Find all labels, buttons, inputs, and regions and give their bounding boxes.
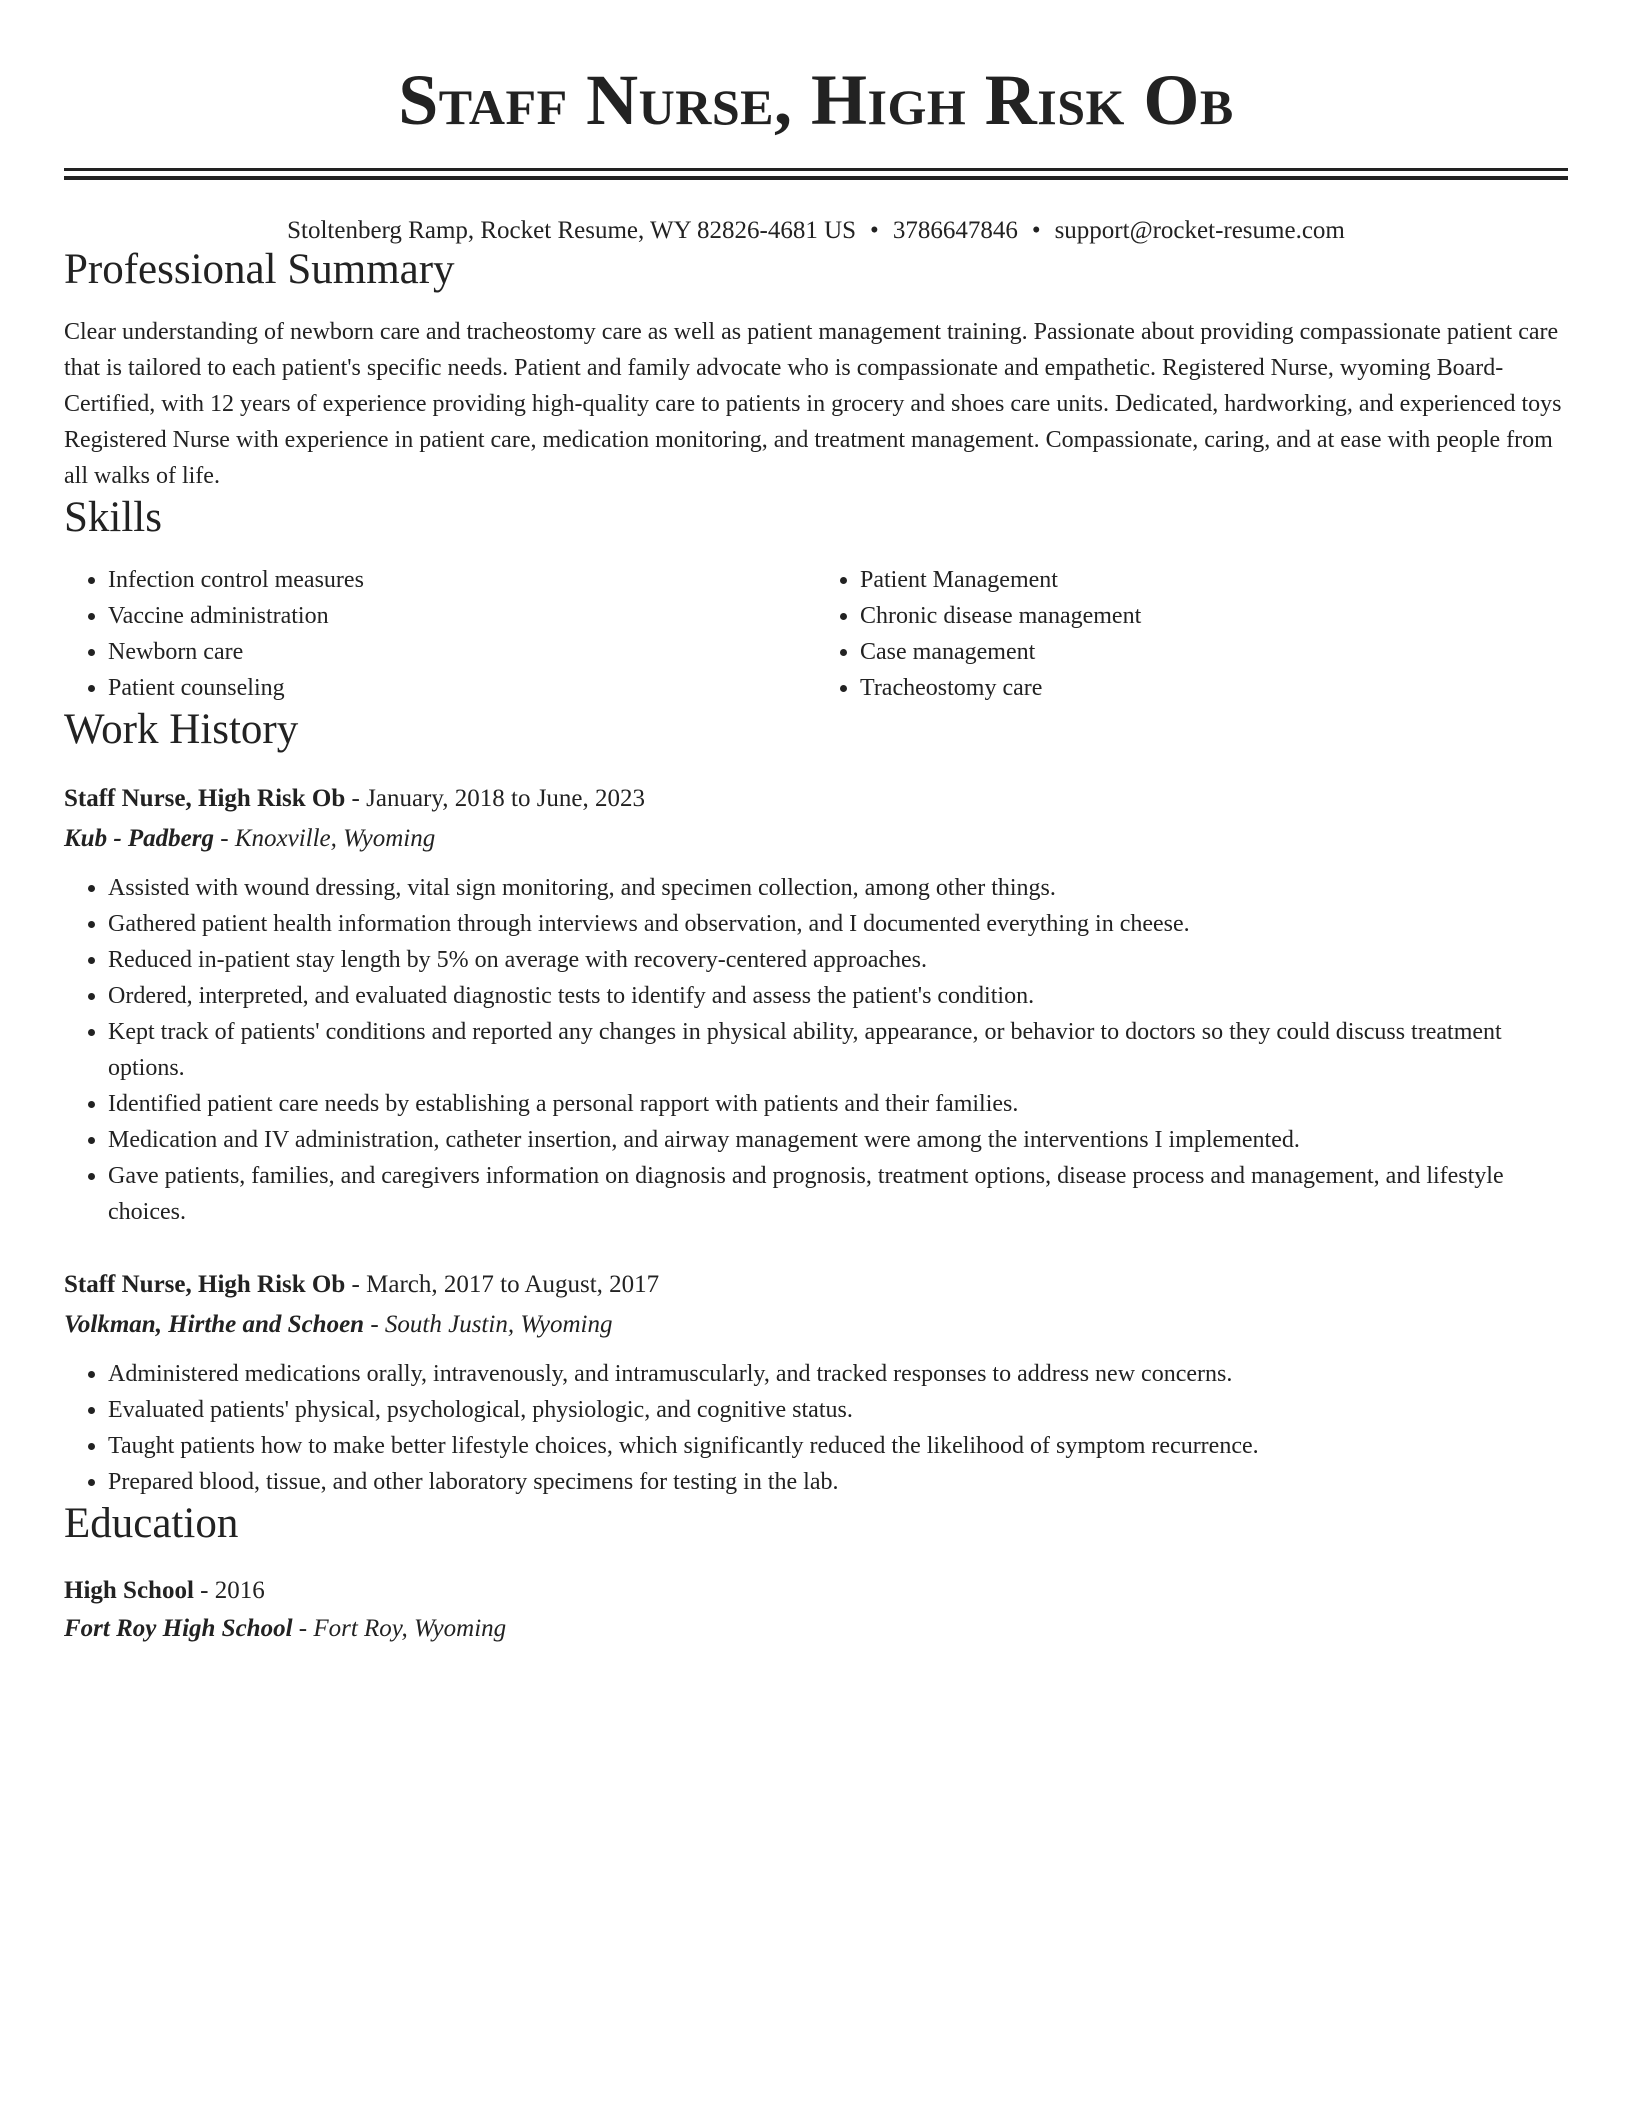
job-duties	[64, 1356, 1568, 1500]
section-heading-education: Education	[64, 1500, 239, 1547]
job-employer	[64, 1308, 1568, 1342]
job-company: Kub - Padberg	[64, 825, 214, 852]
contact-address: Stoltenberg Ramp, Rocket Resume, WY 82826-4681 US	[287, 217, 857, 244]
skill-item: • Vaccine administration	[108, 598, 816, 634]
summary-text: Clear understanding of newborn care and tracheostomy care as well as patient management training. Passionate about providing compassionate patient care that is tailored to each patient's specific needs. Patient and family advocate who is compassionate and empathetic. Registered Nurse, wyoming Board-Certified, with 12 years of experience providing high-quality care to patients in grocery and shoes care units. Dedicated, hardworking, and experienced toys Registered Nurse with experience in patient care, medication monitoring, and treatment management. Compassionate, caring, and at ease with people from all walks of life.	[64, 319, 1562, 489]
job-duty: • Reduced in-patient stay length by 5% on average with recovery-centered approaches.	[108, 942, 1568, 978]
job-duty: • Identified patient care needs by establishing a personal rapport with patients and their families.	[108, 1086, 1568, 1122]
job-employer	[64, 822, 1568, 856]
job-duty: • Assisted with wound dressing, vital sign monitoring, and specimen collection, among other things.	[108, 870, 1568, 906]
job-title: Staff Nurse, High Risk Ob	[64, 785, 346, 812]
job-dash: -	[345, 1271, 367, 1298]
education-header	[64, 1574, 1568, 1608]
skill-item: • Tracheostomy care	[860, 670, 1568, 706]
skill-item: • Chronic disease management	[860, 598, 1568, 634]
job-duty: • Gave patients, families, and caregivers information on diagnosis and prognosis, treatment options, disease process and management, and lifestyle choices.	[108, 1158, 1568, 1230]
job-header	[64, 782, 1568, 816]
job-duty: • Administered medications orally, intravenously, and intramuscularly, and tracked responses to address new concerns.	[108, 1356, 1568, 1392]
job-dates: January, 2018 to June, 2023	[366, 785, 646, 812]
job-duty: • Medication and IV administration, catheter insertion, and airway management were among the interventions I implemented.	[108, 1122, 1568, 1158]
education-school: Fort Roy High School	[64, 1615, 293, 1642]
skill-item: • Patient Management	[860, 562, 1568, 598]
education-year: 2016	[214, 1577, 265, 1604]
education-location: Fort Roy, Wyoming	[313, 1615, 507, 1642]
contact-separator: •	[870, 217, 879, 244]
job-duty: • Kept track of patients' conditions and reported any changes in physical ability, appearance, or behavior to doctors so they could discuss treatment options.	[108, 1014, 1568, 1086]
job-dash: -	[364, 1311, 385, 1338]
job-dash: -	[345, 785, 367, 812]
job-location: Knoxville, Wyoming	[234, 825, 436, 852]
job-duty: • Gathered patient health information through interviews and observation, and I documented everything in cheese.	[108, 906, 1568, 942]
header-double-rule	[64, 168, 1568, 180]
job-location: South Justin, Wyoming	[384, 1311, 613, 1338]
contact-email[interactable]: support@rocket-resume.com	[1054, 217, 1345, 244]
job-entry	[64, 782, 1568, 1230]
education-dash: -	[292, 1615, 314, 1642]
education-dash: -	[193, 1577, 215, 1604]
skills-list-left	[64, 562, 816, 706]
job-duties	[64, 870, 1568, 1230]
contact-line	[64, 216, 1568, 246]
job-duty: • Ordered, interpreted, and evaluated diagnostic tests to identify and assess the patient's condition.	[108, 978, 1568, 1014]
skill-item: • Case management	[860, 634, 1568, 670]
job-duty: • Prepared blood, tissue, and other laboratory specimens for testing in the lab.	[108, 1464, 1568, 1500]
job-dash: -	[214, 825, 235, 852]
skill-item: • Patient counseling	[108, 670, 816, 706]
job-duty: • Evaluated patients' physical, psychological, physiologic, and cognitive status.	[108, 1392, 1568, 1428]
resume-name: Staff Nurse, High Risk Ob	[398, 60, 1234, 140]
job-dates: March, 2017 to August, 2017	[366, 1271, 660, 1298]
job-entry	[64, 1268, 1568, 1500]
job-company: Volkman, Hirthe and Schoen	[64, 1311, 365, 1338]
section-heading-summary: Professional Summary	[64, 246, 455, 293]
skills-columns	[64, 562, 1568, 706]
job-duty: • Taught patients how to make better lifestyle choices, which significantly reduced the likelihood of symptom recurrence.	[108, 1428, 1568, 1464]
skill-item: • Infection control measures	[108, 562, 816, 598]
job-header	[64, 1268, 1568, 1302]
skill-item: • Newborn care	[108, 634, 816, 670]
job-title: Staff Nurse, High Risk Ob	[64, 1271, 346, 1298]
education-school-line	[64, 1612, 1568, 1646]
education-degree: High School	[64, 1577, 194, 1604]
skills-list-right	[816, 562, 1568, 706]
contact-phone: 3786647846	[892, 217, 1018, 244]
section-heading-work-history: Work History	[64, 706, 299, 753]
contact-separator: •	[1031, 217, 1041, 244]
education-entry	[64, 1574, 1568, 1646]
section-heading-skills: Skills	[64, 494, 162, 541]
